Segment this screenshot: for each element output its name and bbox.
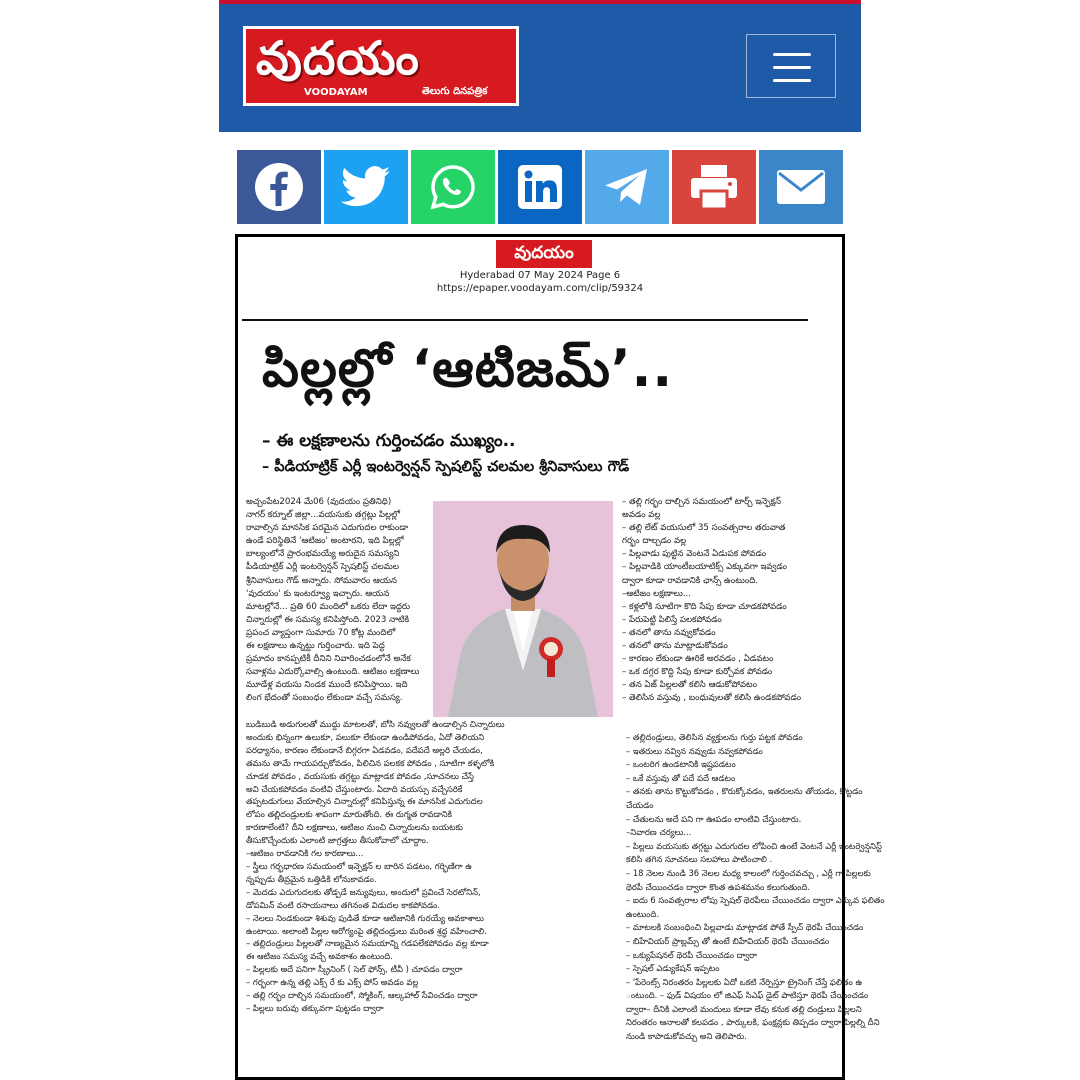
- twitter-icon: [341, 166, 391, 208]
- text-line: లోపం తల్లిదండ్రులకు శాపంగా మారుతోంది. ఈ రుగ్మత రావడానికి: [246, 809, 452, 820]
- text-line: – ఒక్యుపేషనల్ థెరపీ చేయించడం ద్వారా: [626, 949, 758, 960]
- text-line: బుడిబుడి అడుగులతో ముద్దు మాటలతో, బోసి నవ్వులతో ఉండాల్సిన చిన్నారులు: [246, 719, 505, 729]
- text-line: చేయడం: [626, 799, 654, 810]
- text-line: పరధ్యానం, కారణం లేకుండానే బిగ్గరగా ఏడవడం, పదేపదే అల్లరి చేయడం,: [246, 744, 483, 755]
- text-line: – తల్లిదండ్రులు, తెలిసిన వ్యక్తులను గుర్తు పట్టక పోవడం: [626, 732, 803, 742]
- text-line: – తనకు తాను కొట్టుకోవడం , కొరుక్కోవడం, ఇతరులను తోయడం, కొట్టడం: [626, 786, 863, 797]
- share-email-button[interactable]: [759, 150, 843, 224]
- text-line: – పిల్లలు వయసుకు తగ్గట్టు ఎదుగుదల లోపించి ఉంటే వెంటనే ఎర్లీ ఇంటర్వెన్షనిస్ట్: [626, 840, 882, 851]
- text-line: – తనలో తాను నవ్వుకోవడం: [622, 627, 716, 638]
- share-print-button[interactable]: [672, 150, 756, 224]
- article-column-right-bottom: [626, 731, 885, 1044]
- logo-title: వుదయం: [256, 31, 420, 85]
- hamburger-icon: [773, 53, 811, 56]
- text-line: – పిల్లవాడు పుట్టిన వెంటనే ఏడుపక పోవడం: [622, 549, 767, 560]
- text-line: గర్భం దాల్చడం వల్ల: [622, 536, 687, 547]
- article-column-right-top: [622, 496, 808, 706]
- text-line: – కళ్లలోకి సూటిగా కొది సేపు కూడా చూడకపోవడం: [622, 601, 787, 612]
- text-line: – తనలో తాను మాట్లాడుకోవడం: [622, 641, 728, 652]
- article-headline: పిల్లల్లో ‘ఆటిజమ్’..: [262, 339, 674, 399]
- logo-subtitle-en: VOODAYAM: [304, 87, 368, 98]
- text-line: – పేరుపెట్టి పిలిస్తే పలకపోవడం: [622, 614, 722, 625]
- printer-icon: [688, 163, 740, 211]
- text-line: – తల్లి గర్భం దాల్చిన సమయంలో, స్మోకింగ్, ఆల్కహాల్ సేవించడం ద్వారా: [246, 990, 478, 1001]
- text-line: – తల్లి గర్భం దాల్చిన సమయంలో టార్చ్ ఇన్ఫెక్షన్: [622, 497, 782, 507]
- text-line: చూడక పోవడం , వయసుకు తగ్గట్టు మాట్లాడక పోవడం ,సూచనలు చేస్తే: [246, 770, 474, 781]
- text-line: – ఇతరులు నవ్విన నవ్వుడు నవ్వకపోవడం: [626, 745, 763, 756]
- text-line: ద్వారా– దీనికి ఎలాంటి మందులు కూడా లేవు కనుక తల్లి దండ్రులు పిల్లలని: [626, 1003, 862, 1014]
- text-line: తమను తామే గాయపర్చుకోవడం, పిలిచిన పలకక పోవడం , సూటిగా కళ్ళలోకి: [246, 757, 495, 768]
- text-line: –నివారణ చర్యలు...: [626, 827, 692, 838]
- text-line: థెరపీ చేయించడం ద్వారా కొంత ఉపశమనం కలుగుతుంది.: [626, 881, 811, 892]
- whatsapp-icon: [428, 162, 478, 212]
- text-line: ఉంటాయి. అలాంటి పిల్లల ఆరోగ్యంపై తల్లిదండ్రులు మరింత శ్రద్ధ వహించాలి.: [246, 925, 487, 936]
- text-line: – పిల్లలు బరువు తక్కువగా పుట్టడం ద్వారా: [246, 1002, 384, 1013]
- hamburger-icon: [773, 79, 811, 82]
- text-line: లింగ భేదంతో సంబంధం లేకుండా వచ్చే సమస్య.: [246, 693, 403, 704]
- text-line: – నెలలు నిండకుండా శిశువు పుడితే కూడా ఆటిజానికి గురయ్యే అవకాశాలు: [246, 912, 484, 923]
- text-line: నిరంతరం ఆనాలతో కలపడం , పార్కులకి, ఫంక్షన్లకు తిప్పడం ద్వారా పిల్లల్ని దీని: [626, 1017, 880, 1028]
- site-logo[interactable]: [243, 26, 519, 106]
- text-line: అచ్చంపేట2024 మే06 (వుదయం ప్రతినిధి): [246, 497, 392, 507]
- text-line: అందుకు భిన్నంగా ఉలుకూ, పలుకూ లేకుండా ఉండిపోవడం, ఏదో తెలియని: [246, 731, 485, 742]
- text-line: తీసుకొచ్చేందుకు ఎలాంటి జాగ్రత్తలు తీసుకోవాలో చూద్దాం.: [246, 835, 429, 846]
- logo-subtitle-te: తెలుగు దినపత్రిక: [422, 86, 488, 97]
- edition-info: Hyderabad 07 May 2024 Page 6: [459, 270, 621, 281]
- text-line: – ఒక దగ్గర కొద్ది సేపు కూడా కుర్చోవక పోవడం: [622, 667, 773, 678]
- telegram-icon: [603, 167, 651, 207]
- text-line: – గర్భంగా ఉన్న తల్లి ఎక్స్ రే కు ఎక్స్ పోస్ అవడం వల్ల: [246, 977, 419, 988]
- article-column-left: [246, 496, 432, 706]
- divider: [242, 319, 808, 321]
- text-line: కారణాలేంటి? దీని లక్షణాలు, ఆటిజం నుంచి చిన్నారులను బయటకు: [246, 822, 463, 833]
- text-line: న్నప్పుడు తీవ్రమైన ఒత్తిడికి లోనుకావడం.: [246, 873, 377, 884]
- clip-logo: వుదయం: [496, 240, 592, 268]
- article-subheading-2: – పీడియాట్రిక్ ఎర్లీ ఇంటర్వెన్షన్ స్పెషలిస్ట్ చలమల శ్రీనివాసులు గౌడ్: [262, 459, 630, 475]
- text-line: – బిహేవియర్ ప్రాబ్లమ్స్ తో ఉంటే బిహేవియర్ థెరపీ చేయించడం: [626, 935, 830, 946]
- person-portrait-image: [433, 501, 613, 717]
- share-linkedin-button[interactable]: [498, 150, 582, 224]
- text-line: – తల్లిదండ్రులు పిల్లలతో నాణ్యమైన సమయాన్ని గడపలేకపోవడం వల్ల కూడా: [246, 938, 489, 949]
- text-line: కలిసి తగిన సూచనలు సలహాలు పాటించాలి .: [626, 854, 773, 865]
- menu-button[interactable]: [746, 34, 836, 98]
- text-line: – తెలిసిన వస్తువు , బంధువులతో కలిసి ఉండకపోవడం: [622, 693, 802, 704]
- linkedin-icon: [517, 164, 563, 210]
- text-line: – మాటలకి సంబంధించి పిల్లవాడు మాట్లాడక పోతే స్పీచ్ థెరపీ చేయించడం: [626, 922, 864, 933]
- text-line: అవి చేయకపోవడం వంటివి చేస్తుంటారు. ఏదాది వయస్సు వచ్చేసరికే: [246, 783, 463, 794]
- author-photo: [433, 501, 613, 717]
- text-line: ఉంటుంది.: [626, 908, 660, 919]
- text-line: నాగర్ కర్నూల్ జిల్లా...వయసుకు తగ్గట్లు పిల్లల్లో: [246, 510, 400, 521]
- header-top-stripe: [219, 0, 861, 4]
- text-line: ప్రపంచ వ్యాప్తంగా సుమారు 70 కోట్ల మందిలో: [246, 627, 396, 638]
- site-header: [219, 0, 861, 132]
- text-line: – 18 నెలల నుండి 36 నెలల మధ్య కాలంలో గుర్తించవచ్చు , ఎర్లీ గా పిల్లలకు: [626, 867, 871, 878]
- email-icon: [775, 168, 827, 206]
- text-line: –ఆటిజం లక్షణాలు...: [622, 588, 692, 599]
- text-line: బాల్యంలోనే ప్రారంభమయ్యే అరుదైన సమస్యని: [246, 549, 400, 560]
- text-line: సవాళ్లను ఎదుర్కోవాల్సి ఉంటుంది. ఆటిజం లక్షణాలు: [246, 667, 420, 678]
- share-whatsapp-button[interactable]: [411, 150, 495, 224]
- article-subheading-1: – ఈ లక్షణాలను గుర్తించడం ముఖ్యం..: [262, 431, 516, 451]
- hamburger-icon: [773, 66, 811, 69]
- text-line: – ఐదు 6 సంవత్సరాల లోపు స్పెషల్ థెరపీలు చేయించడం ద్వారా ఎక్కువ ఫలితం: [626, 895, 885, 906]
- text-line: – పిల్లలకు అదే పనిగా స్క్రీనింగ్ ( సెల్ ఫోన్స్, టీవీ ) చూపడం ద్వారా: [246, 964, 463, 975]
- text-line: చిన్నారుల్లో ఈ సమస్య కనిపిస్తోంది. 2023 నాటికి: [246, 614, 410, 625]
- text-line: మాటల్లోనే... ప్రతి 60 మందిలో ఒకరు లేదా ఇద్దరు: [246, 601, 410, 612]
- text-line: ద్వారా కూడా రావడానికి ఛాన్స్ ఉంటుంది.: [622, 575, 759, 586]
- share-bar: [237, 150, 843, 224]
- text-line: – ఒంటరిగ ఉండటానికి ఇష్టపడటం: [626, 759, 736, 770]
- text-line: – స్త్రీలు గర్భధారణ సమయంలో ఇన్ఫెక్షన్ ల బారిన పడటం, గర్భిణిగా ఉ: [246, 860, 472, 871]
- text-line: 'వుదయం' కు ఇంటర్వ్యూ ఇచ్చారు. ఆయన: [246, 588, 390, 599]
- text-line: రావాల్సిన మానసిక పరమైన ఎదుగుదల రాకుండా: [246, 523, 408, 534]
- text-line: – 'పేరెంట్స్ నిరంతరం పిల్లలకు ఏదో ఒకటి నేర్పిస్తూ ట్రైనింగ్ చేస్తే ఫలితం ఉ: [626, 976, 863, 987]
- text-line: – కారణం లేకుండా ఊరికే అరవడం , ఏడవటం: [622, 654, 774, 665]
- text-line: పీడియాట్రిక్ ఎర్లీ ఇంటర్వెన్షన్ స్పెషలిస్ట్ చలమల: [246, 562, 399, 573]
- text-line: – పిల్లవాడికి యాంటీబయాటిక్స్ ఎక్కువగా ఇవ్వడం: [622, 562, 787, 573]
- text-line: డోపమిన్ వంటి రసాయనాలు తగినంత విడుదల కాకపోవడం.: [246, 899, 441, 910]
- text-line: ంటుంది. – ఫుడ్ విషయం లో జిఎఫ్ సిఎఫ్ డైట్ పాటిస్తూ థెరపీ చేయించడం: [626, 990, 869, 1001]
- text-line: – మెదడు ఎదుగుదలకు తోడ్పడే జన్యువులు, అందులో ప్రవించే సెరటోనిన్,: [246, 886, 481, 897]
- share-twitter-button[interactable]: [324, 150, 408, 224]
- article-column-left-bottom: [246, 718, 622, 1015]
- news-clipping: [235, 234, 885, 1080]
- share-facebook-button[interactable]: [237, 150, 321, 224]
- text-line: ప్రమాదం కానప్పటికీ దీనిని నివారించడంలోనే అనేక: [246, 654, 411, 665]
- text-line: ఈ ఆటిజం సమస్య వచ్చే అవకాశం ఉంటుంది.: [246, 951, 393, 962]
- text-line: నుండి కాపాడుకోవచ్చు అని తెలిపారు.: [626, 1031, 747, 1042]
- facebook-icon: [254, 162, 304, 212]
- text-line: –ఆటిజం రావడానికి గల కారణాలు...: [246, 848, 364, 859]
- text-line: – ఒకే వస్తువు తో పదే పదే ఆడటం: [626, 772, 736, 783]
- text-line: – తన ఏజ్ పిల్లలతో కలిసి ఆడుకోపోవటం: [622, 680, 757, 691]
- clip-url[interactable]: https://epaper.voodayam.com/clip/59324: [436, 283, 644, 294]
- text-line: – తల్లి లేట్ వయసులో 35 సంవత్సరాల తరువాత: [622, 523, 786, 534]
- share-telegram-button[interactable]: [585, 150, 669, 224]
- text-line: శ్రీనివాసులు గౌడ్ అన్నారు. సోమవారం ఆయన: [246, 575, 397, 586]
- text-line: ఉండే పరిస్థితినే 'ఆటిజం' అంటారని, ఇది పిల్లల్లో: [246, 536, 404, 547]
- text-line: – స్పెషల్ ఎడ్యుకేషన్ ఇప్పటం: [626, 963, 720, 974]
- text-line: ఈ లక్షణాలు ఉన్నట్టు గుర్తించారు. ఇది పెద్ద: [246, 641, 385, 652]
- text-line: – చేతులను అదే పని గా ఊపడం లాంటివి చేస్తుంటారు.: [626, 813, 802, 824]
- text-line: మూడేళ్ల వయసు నిండక ముందే కనిపిస్తాయి. ఇది: [246, 680, 408, 691]
- text-line: తప్పటడుగులు వేయాల్సిన చిన్నారుల్లో కనిపిస్తున్న ఈ మానసిక ఎదుగుదల: [246, 796, 483, 807]
- text-line: అవడం వల్ల: [622, 510, 661, 521]
